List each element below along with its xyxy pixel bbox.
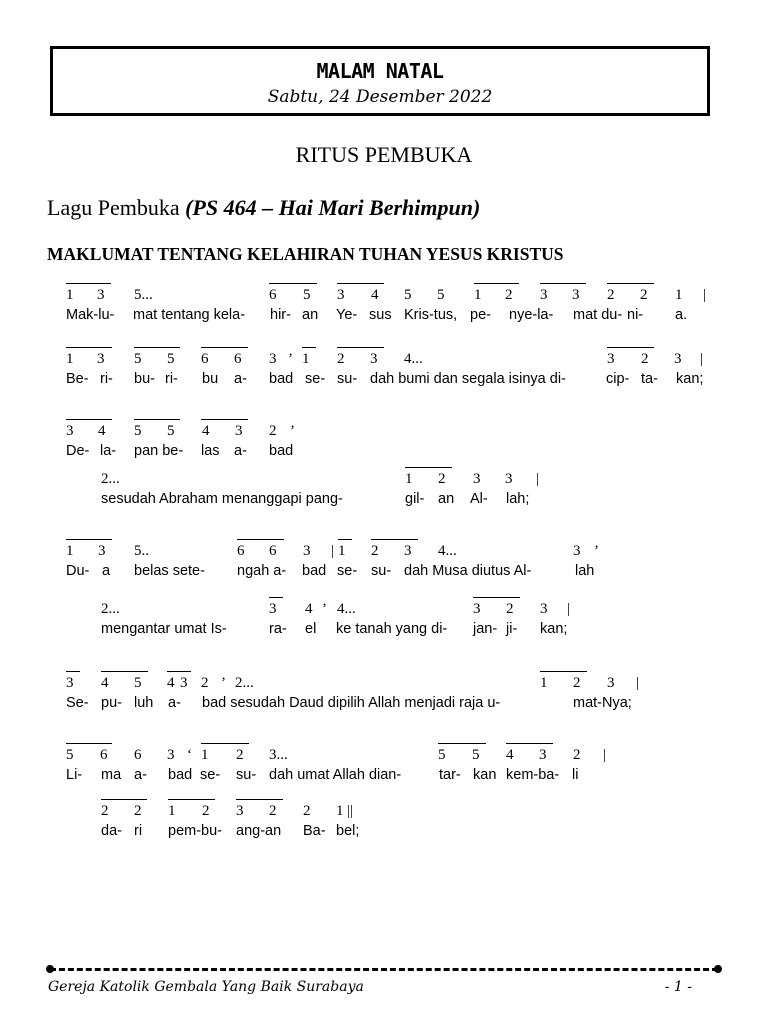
note: ’ <box>594 543 599 559</box>
note: ’ <box>221 675 226 691</box>
note: 5 <box>134 675 142 691</box>
note: 3 <box>505 471 513 487</box>
note: 3 <box>236 803 244 819</box>
lyric-syllable: bad <box>269 443 294 459</box>
note: 2... <box>235 675 254 691</box>
note-beam-line <box>540 283 586 284</box>
lyric-syllable: jan- <box>473 621 498 637</box>
note-beam-line <box>371 539 418 540</box>
lyric-syllable: ma <box>101 767 122 783</box>
note-beam-line <box>405 467 452 468</box>
note: 3 <box>473 471 481 487</box>
lyric-syllable: De- <box>66 443 90 459</box>
note: | <box>567 601 571 617</box>
note: 3 <box>97 287 105 303</box>
lyric-syllable: Kris-tus, <box>404 307 458 323</box>
page-title: MALAM NATAL <box>316 59 444 83</box>
note-beam-line <box>201 347 248 348</box>
note-beam-line <box>236 799 283 800</box>
lyric-syllable: pe- <box>470 307 491 323</box>
page-date: Sabtu, 24 Desember 2022 <box>267 87 493 107</box>
note: 3 <box>180 675 188 691</box>
footer-dot-right <box>714 965 722 973</box>
note-beam-line <box>474 283 519 284</box>
note: 4... <box>438 543 457 559</box>
lyric-syllable: se- <box>305 371 326 387</box>
lyric-syllable: lah <box>575 563 595 579</box>
note: 3 <box>573 543 581 559</box>
note: 6 <box>234 351 242 367</box>
note-beam-line <box>66 347 112 348</box>
lyric-syllable: hir- <box>270 307 291 323</box>
subheading: MAKLUMAT TENTANG KELAHIRAN TUHAN YESUS KRISTUS <box>47 244 564 264</box>
footer-dashed-line <box>50 968 718 971</box>
note: 2 <box>236 747 244 763</box>
note: 6 <box>269 543 277 559</box>
note: 2 <box>303 803 311 819</box>
note: 2 <box>506 601 514 617</box>
note: | <box>703 287 707 303</box>
lyric-syllable: luh <box>134 695 154 711</box>
note-beam-line <box>66 283 111 284</box>
lyric-syllable: a- <box>234 371 247 387</box>
note: ‘ <box>187 747 192 763</box>
note: ’ <box>322 601 327 617</box>
note-beam-line <box>201 419 248 420</box>
note: 3 <box>473 601 481 617</box>
lyric-syllable: pem-bu- <box>168 823 222 839</box>
note: 6 <box>134 747 142 763</box>
lyric-syllable: kan; <box>676 371 704 387</box>
note: 1 <box>338 543 346 559</box>
lyric-syllable: su- <box>371 563 392 579</box>
note-beam-line <box>167 671 191 672</box>
note: 2 <box>269 803 277 819</box>
note-beam-line <box>66 671 80 672</box>
note-beam-line <box>237 539 284 540</box>
note-beam-line <box>66 539 112 540</box>
note: 3 <box>66 675 74 691</box>
note: 2 <box>641 351 649 367</box>
note: 5 <box>472 747 480 763</box>
note: 3 <box>98 543 106 559</box>
note-beam-line <box>438 743 486 744</box>
note: 4... <box>337 601 356 617</box>
lyric-syllable: pu- <box>101 695 122 711</box>
note: 1 <box>66 287 74 303</box>
note: 1 <box>336 803 344 819</box>
note-beam-line <box>607 283 654 284</box>
note: 3 <box>269 601 277 617</box>
note: 1 <box>675 287 683 303</box>
note: 2 <box>371 543 379 559</box>
note: | <box>700 351 704 367</box>
note: 5 <box>438 747 446 763</box>
lyric-syllable: mat du- <box>573 307 623 323</box>
note: 2 <box>573 747 581 763</box>
opening-song-reference: (PS 464 – Hai Mari Berhimpun) <box>185 195 481 220</box>
lyric-syllable: ji- <box>506 621 518 637</box>
note: 1 <box>474 287 482 303</box>
note-beam-line <box>66 419 112 420</box>
lyric-syllable: Be- <box>66 371 89 387</box>
note: 1 <box>302 351 310 367</box>
note: 4... <box>404 351 423 367</box>
lyric-syllable: ta- <box>641 371 658 387</box>
note: 4 <box>101 675 109 691</box>
lyric-syllable: a <box>102 563 111 579</box>
lyric-syllable: a- <box>234 443 247 459</box>
note: 1 <box>66 351 74 367</box>
note: 3 <box>540 601 548 617</box>
note: 6 <box>237 543 245 559</box>
note: ’ <box>290 423 295 439</box>
lyric-syllable: su- <box>337 371 358 387</box>
note-beam-line <box>269 597 283 598</box>
lyric-syllable: bad <box>168 767 193 783</box>
note: 4 <box>371 287 379 303</box>
lyric-syllable: Du- <box>66 563 90 579</box>
note: 3 <box>572 287 580 303</box>
lyric-syllable: da- <box>101 823 122 839</box>
note: 1 <box>405 471 413 487</box>
lyric-syllable: Al- <box>470 491 488 507</box>
lyric-syllable: gil- <box>405 491 425 507</box>
lyric-syllable: nye-la- <box>509 307 554 323</box>
note-beam-line <box>134 347 180 348</box>
note: 3 <box>404 543 412 559</box>
note-beam-line <box>134 419 180 420</box>
lyric-syllable: lah; <box>506 491 530 507</box>
note-beam-line <box>101 671 148 672</box>
lyric-syllable: las <box>201 443 220 459</box>
lyric-syllable: sus <box>369 307 392 323</box>
lyric-syllable: sesudah Abraham menanggapi pang- <box>101 491 343 507</box>
note: 2 <box>438 471 446 487</box>
note: 5... <box>134 287 153 303</box>
note: | <box>603 747 607 763</box>
note-beam-line <box>338 539 352 540</box>
note: 4 <box>167 675 175 691</box>
note: 3 <box>674 351 682 367</box>
lyric-syllable: ri- <box>100 371 113 387</box>
lyric-syllable: la- <box>100 443 117 459</box>
note: 2 <box>269 423 277 439</box>
note-beam-line <box>269 283 317 284</box>
lyric-syllable: an <box>302 307 319 323</box>
note: 4 <box>305 601 313 617</box>
note: || <box>347 803 354 819</box>
lyric-syllable: bad <box>302 563 327 579</box>
lyric-syllable: kan; <box>540 621 568 637</box>
note: 3 <box>607 675 615 691</box>
note: 5 <box>404 287 412 303</box>
note-beam-line <box>607 347 654 348</box>
note: 5 <box>134 423 142 439</box>
lyric-syllable: se- <box>200 767 221 783</box>
footer-parish: Gereja Katolik Gembala Yang Baik Surabaya <box>48 979 364 995</box>
note: 5 <box>134 351 142 367</box>
note-beam-line <box>540 671 587 672</box>
note-beam-line <box>302 347 316 348</box>
note: | <box>536 471 540 487</box>
lyric-syllable: dah Musa diutus Al- <box>404 563 532 579</box>
lyric-syllable: dah bumi dan segala isinya di- <box>370 371 566 387</box>
lyric-syllable: kan <box>473 767 497 783</box>
note: 1 <box>66 543 74 559</box>
note: 3 <box>269 351 277 367</box>
note: 2 <box>337 351 345 367</box>
note: 3 <box>303 543 311 559</box>
lyric-syllable: pan be- <box>134 443 184 459</box>
note: ’ <box>288 351 293 367</box>
note: 2 <box>640 287 648 303</box>
lyric-syllable: bel; <box>336 823 360 839</box>
note: 3... <box>269 747 288 763</box>
note: 3 <box>370 351 378 367</box>
note: 2 <box>607 287 615 303</box>
note: 2 <box>573 675 581 691</box>
note: | <box>636 675 640 691</box>
note: 1 <box>168 803 176 819</box>
note: | <box>331 543 335 559</box>
note: 2 <box>101 803 109 819</box>
page-number: - 1 - <box>664 979 692 995</box>
note: 5.. <box>134 543 149 559</box>
note: 2 <box>202 803 210 819</box>
note: 3 <box>167 747 175 763</box>
note: 1 <box>201 747 209 763</box>
lyric-syllable: li <box>572 767 579 783</box>
note: 3 <box>607 351 615 367</box>
lyric-syllable: cip- <box>606 371 630 387</box>
note: 5 <box>303 287 311 303</box>
note: 5 <box>437 287 445 303</box>
note-beam-line <box>506 743 553 744</box>
note: 3 <box>539 747 547 763</box>
note-beam-line <box>66 743 112 744</box>
note: 2 <box>201 675 209 691</box>
note-beam-line <box>473 597 520 598</box>
lyric-syllable: ang-an <box>236 823 282 839</box>
note: 3 <box>66 423 74 439</box>
lyric-syllable: ra- <box>269 621 287 637</box>
note-beam-line <box>337 283 384 284</box>
note: 3 <box>540 287 548 303</box>
lyric-syllable: ngah a- <box>237 563 287 579</box>
note: 4 <box>202 423 210 439</box>
lyric-syllable: mat-Nya; <box>573 695 632 711</box>
note: 1 <box>540 675 548 691</box>
lyric-syllable: ri <box>134 823 143 839</box>
note: 4 <box>98 423 106 439</box>
note-beam-line <box>201 743 249 744</box>
lyric-syllable: dah umat Allah dian- <box>269 767 402 783</box>
note: 2... <box>101 601 120 617</box>
note: 5 <box>167 423 175 439</box>
note: 4 <box>506 747 514 763</box>
title-box <box>50 46 710 116</box>
note: 6 <box>100 747 108 763</box>
lyric-syllable: a- <box>168 695 181 711</box>
note-beam-line <box>168 799 215 800</box>
lyric-syllable: an <box>438 491 455 507</box>
note: 6 <box>269 287 277 303</box>
lyric-syllable: Se- <box>66 695 89 711</box>
lyric-syllable: a. <box>675 307 688 323</box>
lyric-syllable: ni- <box>627 307 644 323</box>
lyric-syllable: su- <box>236 767 257 783</box>
opening-song <box>47 195 480 221</box>
lyric-syllable: el <box>305 621 317 637</box>
lyric-syllable: tar- <box>439 767 461 783</box>
lyric-syllable: kem-ba- <box>506 767 560 783</box>
opening-song-label: Lagu Pembuka <box>47 195 180 220</box>
note: 3 <box>337 287 345 303</box>
note: 6 <box>201 351 209 367</box>
lyric-syllable: Li- <box>66 767 83 783</box>
note: 3 <box>97 351 105 367</box>
note: 2... <box>101 471 120 487</box>
lyric-syllable: se- <box>337 563 358 579</box>
lyric-syllable: a- <box>134 767 147 783</box>
lyric-syllable: ri- <box>165 371 178 387</box>
note: 5 <box>66 747 74 763</box>
note: 2 <box>134 803 142 819</box>
lyric-syllable: bu- <box>134 371 155 387</box>
note: 2 <box>505 287 513 303</box>
lyric-syllable: belas sete- <box>134 563 205 579</box>
note: 3 <box>235 423 243 439</box>
note-beam-line <box>337 347 384 348</box>
lyric-syllable: bad sesudah Daud dipilih Allah menjadi raja u- <box>202 695 501 711</box>
lyric-syllable: Ye- <box>336 307 358 323</box>
lyric-syllable: mat tentang kela- <box>133 307 246 323</box>
lyric-syllable: Ba- <box>303 823 326 839</box>
lyric-syllable: mengantar umat Is- <box>101 621 227 637</box>
note-beam-line <box>101 799 147 800</box>
lyric-syllable: ke tanah yang di- <box>336 621 448 637</box>
section-heading: RITUS PEMBUKA <box>295 142 473 167</box>
lyric-syllable: Mak-lu- <box>66 307 115 323</box>
lyric-syllable: bad <box>269 371 294 387</box>
lyric-syllable: bu <box>202 371 219 387</box>
note: 5 <box>167 351 175 367</box>
